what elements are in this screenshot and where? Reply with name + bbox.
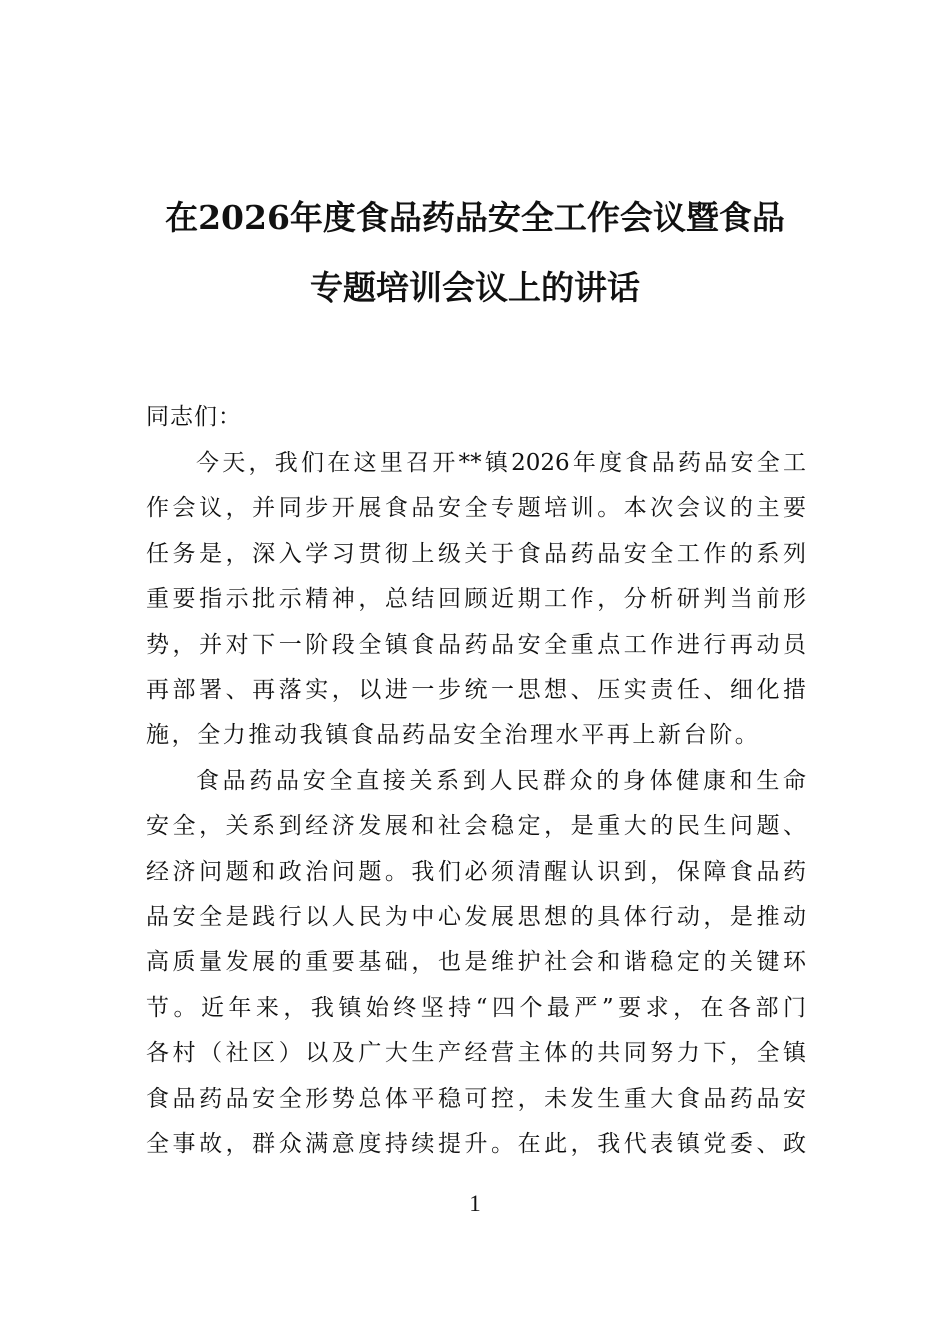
- paragraph-1-line: 势，并对下一阶段全镇食品药品安全重点工作进行再动员: [146, 632, 806, 658]
- paragraph-1-line: 作会议，并同步开展食品安全专题培训。本次会议的主要: [146, 495, 806, 521]
- paragraph-2-line: 品安全是践行以人民为中心发展思想的具体行动，是推动: [146, 904, 806, 930]
- salutation: 同志们：: [146, 404, 242, 430]
- paragraph-2-line: 高质量发展的重要基础，也是维护社会和谐稳定的关键环: [146, 949, 806, 975]
- page-number: 1: [469, 1191, 481, 1216]
- paragraph-1-line: 施，全力推动我镇食品药品安全治理水平再上新台阶。: [146, 722, 761, 748]
- document-title-line-2: 专题培训会议上的讲话: [310, 268, 640, 307]
- paragraph-2-line: 食品药品安全直接关系到人民群众的身体健康和生命: [196, 768, 806, 794]
- paragraph-1-line: 重要指示批示精神，总结回顾近期工作，分析研判当前形: [146, 586, 806, 612]
- paragraph-2-line: 节。近年来，我镇始终坚持“四个最严”要求，在各部门: [146, 995, 806, 1021]
- paragraph-1-line: 任务是，深入学习贯彻上级关于食品药品安全工作的系列: [146, 541, 806, 567]
- document-title-line-1: 在2026年度食品药品安全工作会议暨食品: [165, 198, 785, 237]
- paragraph-2-line: 各村（社区）以及广大生产经营主体的共同努力下，全镇: [146, 1040, 806, 1066]
- paragraph-2-line: 全事故，群众满意度持续提升。在此，我代表镇党委、政: [146, 1131, 806, 1157]
- paragraph-1-line: 今天，我们在这里召开**镇2026年度食品药品安全工: [196, 450, 806, 476]
- paragraph-2-line: 食品药品安全形势总体平稳可控，未发生重大食品药品安: [146, 1086, 806, 1112]
- paragraph-2-line: 安全，关系到经济发展和社会稳定，是重大的民生问题、: [146, 813, 806, 839]
- paragraph-2-line: 经济问题和政治问题。我们必须清醒认识到，保障食品药: [146, 859, 806, 885]
- paragraph-1-line: 再部署、再落实，以进一步统一思想、压实责任、细化措: [146, 677, 806, 703]
